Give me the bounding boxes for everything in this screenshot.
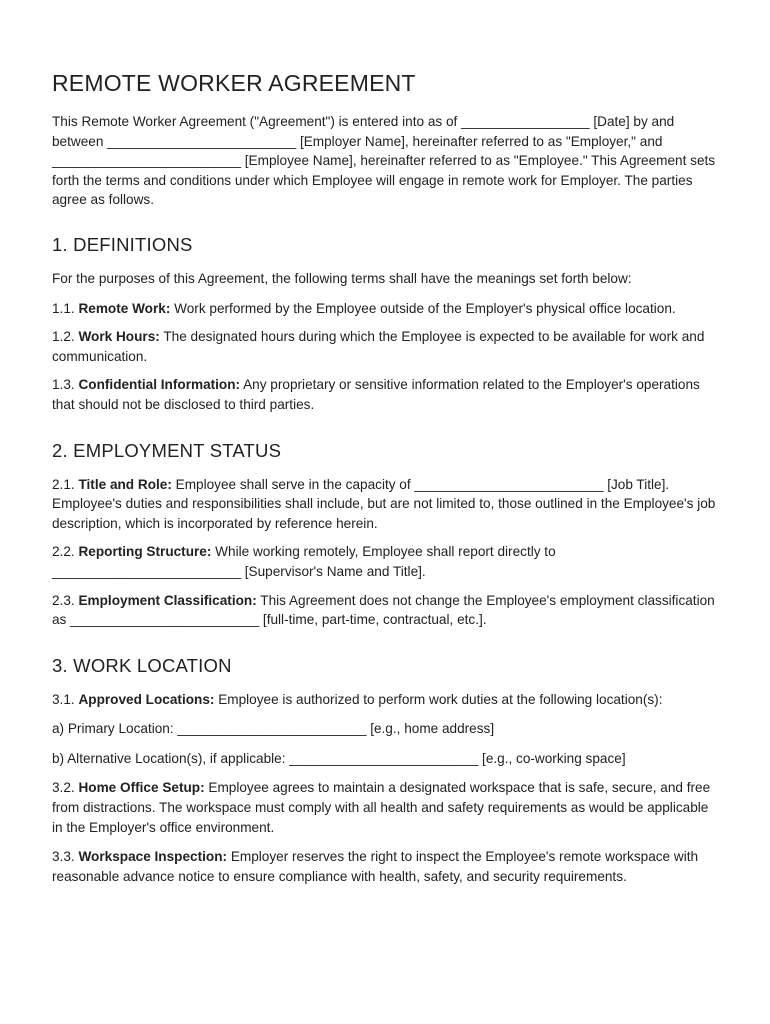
section-heading: 1. DEFINITIONS bbox=[52, 233, 193, 255]
clause-text: Employee agrees to maintain a designated workspace that is safe, secure, and free from distractions. The workspace must comply with all health and safety requirements as would be applicable in the Employer's office environment. bbox=[52, 780, 711, 835]
clause-text: Employee is authorized to perform work duties at the following location(s): bbox=[218, 691, 663, 707]
clause-text: Employee shall serve in the capacity of _________________________ [Job Title]. Employee's duties and responsibilities shall include, but are not limited to, those outlined in the Employee's job description, which is incorporated by reference herein. bbox=[52, 476, 716, 531]
clause-text: Employer reserves the right to inspect the Employee's remote workspace with reasonable advance notice to ensure compliance with health, safety, and security requirements. bbox=[52, 849, 699, 884]
clause-term: Employment Classification: bbox=[78, 592, 257, 608]
clause-number: 1.3. bbox=[52, 377, 75, 393]
alternative-location-line: b) Alternative Location(s), if applicable: _________________________ [e.g., co-working space] bbox=[52, 750, 626, 766]
clause bbox=[52, 542, 718, 581]
section-work-location bbox=[52, 655, 718, 887]
clause-number: 2.3. bbox=[52, 592, 75, 608]
section-employment-status bbox=[52, 440, 718, 630]
clause bbox=[52, 475, 718, 534]
document-title: REMOTE WORKER AGREEMENT bbox=[52, 70, 416, 96]
section-heading: 3. WORK LOCATION bbox=[52, 654, 232, 676]
clause-term: Approved Locations: bbox=[78, 691, 215, 707]
clause bbox=[52, 299, 718, 319]
clause-term: Home Office Setup: bbox=[78, 780, 205, 796]
clause bbox=[52, 591, 718, 630]
clause-term: Title and Role: bbox=[78, 476, 172, 492]
clause bbox=[52, 847, 718, 886]
clause-number: 1.1. bbox=[52, 300, 75, 316]
section-definitions bbox=[52, 234, 718, 415]
clause-text: While working remotely, Employee shall report directly to _________________________ [Supervisor's Name and Title]. bbox=[52, 544, 556, 579]
clause-text: Any proprietary or sensitive information related to the Employer's operations that should not be disclosed to third parties. bbox=[52, 377, 700, 412]
clause-number: 3.2. bbox=[52, 780, 75, 796]
clause-text: Work performed by the Employee outside of the Employer's physical office location. bbox=[174, 300, 676, 316]
clause-number: 2.2. bbox=[52, 544, 75, 560]
clause-term: Workspace Inspection: bbox=[78, 849, 228, 865]
clause-number: 2.1. bbox=[52, 476, 75, 492]
clause-text: The designated hours during which the Employee is expected to be available for work and communication. bbox=[52, 329, 705, 364]
primary-location-line: a) Primary Location: _________________________ [e.g., home address] bbox=[52, 721, 495, 737]
intro-paragraph: This Remote Worker Agreement ("Agreement") is entered into as of _________________ [Date] by and between _________________________ [Employer Name], hereinafter referred to as "Employer," and _________________________ [Employee Name], hereinafter referred to as "Employee." This Agreement sets forth the terms and conditions under which Employee will engage in remote work for Employer. The parties agree as follows. bbox=[52, 114, 716, 208]
clause bbox=[52, 690, 718, 710]
section-lead: For the purposes of this Agreement, the following terms shall have the meanings set forth below: bbox=[52, 270, 632, 286]
clause-number: 3.1. bbox=[52, 691, 75, 707]
clause bbox=[52, 375, 718, 414]
clause-number: 1.2. bbox=[52, 329, 75, 345]
section-heading: 2. EMPLOYMENT STATUS bbox=[52, 439, 282, 461]
clause-term: Work Hours: bbox=[78, 329, 160, 345]
clause-number: 3.3. bbox=[52, 849, 75, 865]
clause-term: Remote Work: bbox=[78, 300, 171, 316]
clause-term: Reporting Structure: bbox=[78, 544, 212, 560]
clause bbox=[52, 778, 718, 837]
clause bbox=[52, 327, 718, 366]
clause-text: This Agreement does not change the Employee's employment classification as _________________________ [full-time, part-time, contractual, etc.]. bbox=[52, 592, 715, 628]
clause-term: Confidential Information: bbox=[78, 377, 241, 393]
